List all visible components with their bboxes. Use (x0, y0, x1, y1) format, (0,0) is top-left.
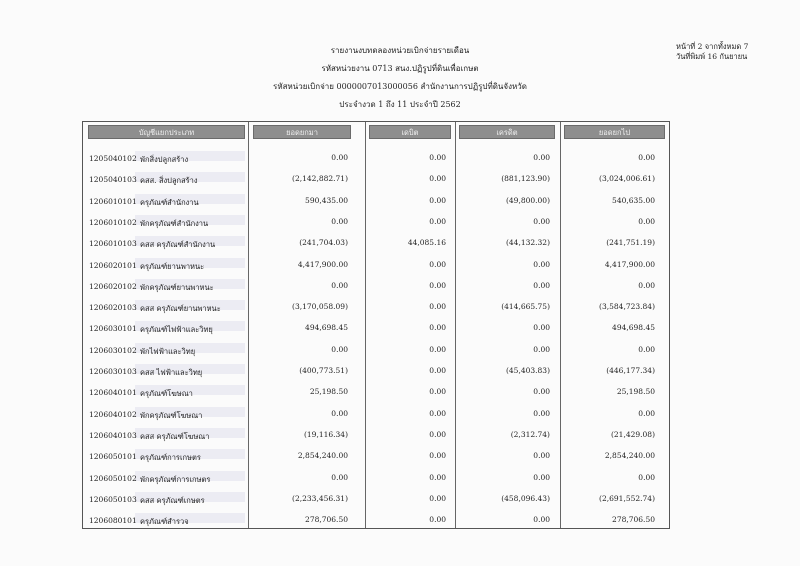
amount-debit: 0.00 (429, 515, 446, 525)
amount-credit: (414,665.75) (501, 302, 550, 312)
account-code: 1206010101 (89, 196, 137, 206)
amount-debit: 0.00 (429, 451, 446, 461)
amount-carried: 0.00 (331, 344, 348, 354)
amount-credit: 0.00 (533, 344, 550, 354)
account-code: 1206030103 (89, 367, 137, 376)
amount-credit: 0.00 (533, 472, 550, 482)
amount-credit: (881,123.90) (501, 174, 550, 184)
amount-carried: (2,233,456.31) (292, 493, 348, 503)
amount-credit: 0.00 (533, 216, 550, 226)
table-row (83, 426, 669, 447)
amount-forward: 0.00 (638, 153, 655, 162)
amount-carried: 278,706.50 (305, 515, 348, 525)
amount-debit: 0.00 (429, 153, 446, 162)
amount-credit: 0.00 (533, 259, 550, 269)
amount-carried: 0.00 (331, 472, 348, 482)
account-code: 1205040103 (89, 175, 137, 185)
header-debit: เดบิต (369, 125, 451, 139)
account-code: 1206010103 (89, 239, 137, 249)
amount-forward: 0.00 (638, 408, 655, 418)
table-row (83, 170, 669, 191)
amount-credit: 0.00 (533, 387, 550, 397)
amount-credit: 0.00 (533, 323, 550, 333)
account-code: 1206020102 (89, 281, 137, 291)
amount-credit: (458,096.43) (501, 493, 550, 503)
header-credit: เครดิต (459, 125, 555, 139)
amount-debit: 0.00 (429, 216, 446, 226)
account-name: คสส. สิ่งปลูกสร้าง (140, 176, 198, 186)
amount-forward: 0.00 (638, 216, 655, 226)
table-row (83, 256, 669, 277)
table-row (83, 319, 669, 340)
account-name: พักครุภัณฑ์สำนักงาน (140, 218, 209, 228)
account-code: 1206040101 (89, 388, 137, 398)
amount-credit: (44,132.32) (505, 238, 550, 248)
account-name: ครุภัณฑ์ยานพาหนะ (140, 261, 205, 271)
account-name: คสส ครุภัณฑ์เกษตร (140, 495, 205, 505)
table-row (83, 149, 669, 170)
amount-forward: (21,429.08) (610, 429, 655, 439)
amount-carried: 0.00 (331, 153, 348, 162)
amount-credit: (49,800.00) (505, 195, 550, 205)
amount-forward: 494,698.45 (612, 323, 655, 333)
amount-forward: (446,177.34) (606, 366, 655, 375)
table-row (83, 383, 669, 404)
amount-carried: (2,142,882.71) (292, 174, 348, 184)
table-row (83, 511, 669, 532)
agency-code-line: รหัสหน่วยงาน 0713 สนง.ปฏิรูปที่ดินเพื่อเกษต (321, 64, 479, 73)
header-forward: ยอดยกไป (564, 125, 665, 139)
account-code: 1206020101 (89, 260, 137, 270)
account-name: พักสิ่งปลูกสร้าง (140, 155, 189, 164)
amount-debit: 0.00 (429, 174, 446, 184)
account-code: 1206080101 (89, 516, 137, 526)
amount-credit: 0.00 (533, 408, 550, 418)
header-carried: ยอดยกมา (253, 125, 351, 139)
table-header (83, 122, 669, 142)
amount-forward: 0.00 (638, 280, 655, 290)
table-row (83, 298, 669, 319)
account-code: 1206050103 (89, 494, 137, 504)
account-code: 1206040103 (89, 430, 137, 440)
amount-carried: 494,698.45 (305, 323, 348, 333)
amount-forward: 0.00 (638, 344, 655, 354)
table-row (83, 405, 669, 426)
account-name: ครุภัณฑ์สำรวจ (140, 517, 189, 527)
amount-credit: 0.00 (533, 451, 550, 461)
amount-carried: 590,435.00 (305, 195, 348, 205)
account-name: คสส ครุภัณฑ์โฆษณา (140, 431, 210, 441)
print-date: วันที่พิมพ์ 16 กันยายน (676, 52, 748, 61)
amount-forward: 278,706.50 (612, 515, 655, 525)
amount-credit: 0.00 (533, 280, 550, 290)
table-row (83, 213, 669, 234)
amount-carried: (19,116.34) (303, 429, 348, 439)
account-code: 1206030101 (89, 324, 137, 334)
amount-forward: 0.00 (638, 472, 655, 482)
amount-debit: 0.00 (429, 429, 446, 439)
period-line: ประจำงวด 1 ถึง 11 ประจำปี 2562 (339, 100, 461, 109)
account-code: 1206030102 (89, 345, 137, 355)
table-row (83, 277, 669, 298)
amount-credit: 0.00 (533, 515, 550, 525)
amount-credit: 0.00 (533, 153, 550, 162)
amount-credit: (45,403.83) (505, 366, 550, 375)
report-title: รายงานงบทดลองหน่วยเบิกจ่ายรายเดือน (330, 46, 470, 55)
amount-debit: 0.00 (429, 302, 446, 312)
account-name: คสส ไฟฟ้าและวิทยุ (140, 368, 203, 377)
amount-debit: 0.00 (429, 195, 446, 205)
account-name: ครุภัณฑ์โฆษณา (140, 389, 193, 399)
amount-debit: 0.00 (429, 344, 446, 354)
amount-carried: 0.00 (331, 216, 348, 226)
account-name: ครุภัณฑ์การเกษตร (140, 453, 201, 463)
table-row (83, 490, 669, 511)
amount-carried: (241,704.03) (299, 238, 348, 248)
page-info (676, 42, 748, 62)
amount-carried: 0.00 (331, 408, 348, 418)
amount-carried: (400,773.51) (299, 366, 348, 375)
amount-forward: 2,854,240.00 (604, 451, 655, 461)
account-code: 1206020103 (89, 303, 137, 313)
table-row (83, 192, 669, 213)
amount-carried: (3,170,058.09) (292, 302, 348, 312)
account-name: พักครุภัณฑ์การเกษตร (140, 474, 211, 484)
amount-forward: (241,751.19) (606, 238, 655, 248)
amount-carried: 2,854,240.00 (297, 451, 348, 461)
table-row (83, 362, 669, 383)
amount-carried: 4,417,900.00 (297, 259, 348, 269)
disbursing-unit-line: รหัสหน่วยเบิกจ่าย 0000007013000056 สำนักงานการปฏิรูปที่ดินจังหวัด (273, 82, 527, 91)
table-row (83, 469, 669, 490)
page-number: หน้าที่ 2 จากทั้งหมด 7 (676, 42, 749, 51)
account-name: พักครุภัณฑ์ยานพาหนะ (140, 282, 214, 292)
amount-forward: (2,691,552.74) (599, 493, 655, 503)
amount-carried: 25,198.50 (309, 387, 348, 397)
trial-balance-table (82, 121, 670, 529)
amount-debit: 0.00 (429, 259, 446, 269)
amount-debit: 0.00 (429, 493, 446, 503)
amount-debit: 0.00 (429, 408, 446, 418)
amount-debit: 0.00 (429, 387, 446, 397)
amount-debit: 44,085.16 (407, 238, 446, 248)
amount-forward: (3,584,723.84) (599, 302, 655, 312)
amount-forward: (3,024,006.61) (599, 174, 655, 184)
account-code: 1206010102 (89, 217, 137, 227)
account-name: ครุภัณฑ์ไฟฟ้าและวิทยุ (140, 325, 213, 335)
account-name: คสส ครุภัณฑ์สำนักงาน (140, 240, 216, 250)
amount-debit: 0.00 (429, 280, 446, 290)
header-account: บัญชีแยกประเภท (88, 125, 245, 139)
amount-forward: 25,198.50 (616, 387, 655, 397)
amount-carried: 0.00 (331, 280, 348, 290)
amount-debit: 0.00 (429, 472, 446, 482)
table-row (83, 447, 669, 468)
account-code: 1206050102 (89, 473, 137, 483)
account-code: 1206040102 (89, 409, 137, 419)
account-code: 1205040102 (89, 154, 137, 163)
account-name: พักไฟฟ้าและวิทยุ (140, 346, 196, 356)
account-name: คสส ครุภัณฑ์ยานพาหนะ (140, 304, 221, 314)
table-row (83, 341, 669, 362)
account-name: ครุภัณฑ์สำนักงาน (140, 197, 199, 207)
amount-credit: (2,312.74) (510, 429, 550, 439)
amount-forward: 4,417,900.00 (604, 259, 655, 269)
account-name: พักครุภัณฑ์โฆษณา (140, 410, 203, 420)
amount-forward: 540,635.00 (612, 195, 655, 205)
amount-debit: 0.00 (429, 366, 446, 375)
amount-debit: 0.00 (429, 323, 446, 333)
account-code: 1206050101 (89, 452, 137, 462)
table-row (83, 234, 669, 255)
